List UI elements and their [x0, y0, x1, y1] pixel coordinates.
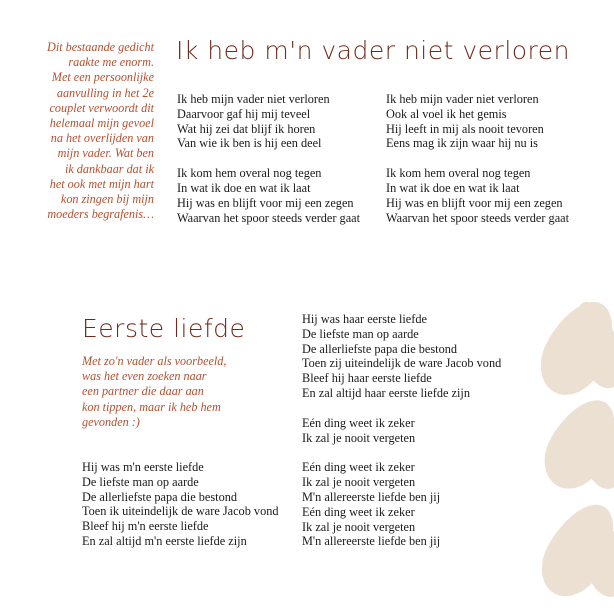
stanza: Ik heb mijn vader niet verloren Ook al voel ik het gemis Hij leeft in mij als nooit tevoren Eens mag ik zijn waar hij nu is — [386, 92, 544, 151]
stanza: Eén ding weet ik zeker Ik zal je nooit vergeten M'n allereerste liefde ben jij Eén ding weet ik zeker Ik zal je nooit vergeten M'n allereerste liefde ben jij — [302, 460, 441, 549]
stanza: Eén ding weet ik zeker Ik zal je nooit vergeten — [302, 415, 416, 445]
intro-note: Dit bestaande gedicht raakte me enorm. Met een persoonlijke aanvulling in het 2e couplet verwoordt dit helemaal mijn gevoel na het overlijden van mijn vader. Wat ben ik dankbaar dat ik het ook met mijn hart kon zingen bij mijn moeders begrafenis… — [47, 40, 154, 222]
liefde-note: Met zo'n vader als voorbeeld, was het even zoeken naar een partner die daar aan kon tippen, maar ik heb hem gevonden :) — [82, 354, 227, 429]
song-column-left — [82, 460, 294, 549]
stanza: Ik kom hem overal nog tegen In wat ik doe en wat ik laat Hij was en blijft voor mij een zegen Waarvan het spoor steeds verder gaat — [177, 166, 361, 225]
stanza: Hij was m'n eerste liefde De liefste man op aarde De allerliefste papa die bestond Toen ik uiteindelijk de ware Jacob vond Bleef hij m'n eerste liefde En zal altijd m'n eerste liefde zijn — [82, 460, 279, 548]
poem-column-left — [177, 92, 382, 225]
song-column-right — [302, 312, 532, 549]
poem-title-eerste-liefde: Eerste liefde — [82, 314, 246, 343]
poem-column-right — [386, 92, 591, 225]
poem-title-vader: Ik heb m'n vader niet verloren — [176, 36, 571, 65]
stanza: Ik heb mijn vader niet verloren Daarvoor gaf hij mij teveel Wat hij zei dat blijf ik horen Van wie ik ben is hij een deel — [177, 92, 330, 151]
stanza: Ik kom hem overal nog tegen In wat ik doe en wat ik laat Hij was en blijft voor mij een zegen Waarvan het spoor steeds verder gaat — [386, 166, 570, 225]
stanza: Hij was haar eerste liefde De liefste man op aarde De allerliefste papa die bestond Toen zij uiteindelijk de ware Jacob vond Bleef hij haar eerste liefde En zal altijd haar eerste liefde zijn — [302, 312, 502, 400]
